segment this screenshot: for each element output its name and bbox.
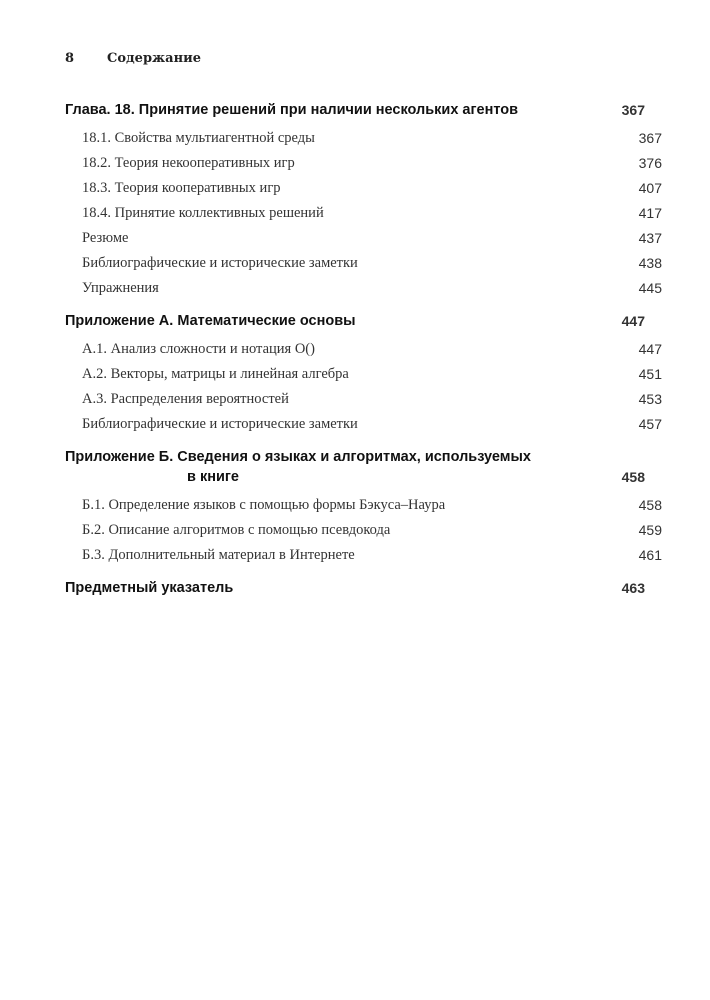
toc-entry-title: А.1. Анализ сложности и нотация О() (82, 341, 315, 357)
toc-page-number: 457 (638, 416, 662, 432)
table-of-contents (65, 100, 662, 604)
toc-page-number: 447 (621, 313, 645, 329)
toc-page-number: 463 (621, 580, 645, 596)
toc-entry-title: 18.1. Свойства мультиагентной среды (82, 130, 315, 146)
toc-entry[interactable] (65, 412, 662, 437)
toc-page-number: 453 (638, 391, 662, 407)
page-number: 8 (65, 51, 75, 66)
toc-entry-title: Б.1. Определение языков с помощью формы Бэкуса–Наура (82, 497, 446, 513)
toc-index[interactable] (65, 578, 645, 598)
toc-page-number: 417 (638, 205, 662, 221)
toc-entry-title: Б.3. Дополнительный материал в Интернете (82, 547, 355, 563)
toc-entry[interactable] (65, 276, 662, 301)
toc-appendix-a[interactable] (65, 311, 645, 331)
toc-entry-title: Резюме (82, 230, 129, 246)
toc-entry-title: Б.2. Описание алгоритмов с помощью псевдокода (82, 522, 391, 538)
toc-chapter-title-line1: Приложение Б. Сведения о языках и алгоритмах, используемых (65, 449, 531, 465)
toc-entry-title: Упражнения (82, 280, 159, 296)
toc-entry-title: 18.4. Принятие коллективных решений (82, 205, 324, 221)
toc-chapter-title-line2: в книге (187, 469, 239, 485)
toc-entry[interactable] (65, 493, 662, 518)
toc-chapter-title: Приложение А. Математические основы (65, 313, 356, 329)
toc-page-number: 458 (638, 497, 662, 513)
toc-page-number: 367 (638, 130, 662, 146)
toc-entry-title: Библиографические и исторические заметки (82, 255, 358, 271)
toc-chapter-title (65, 447, 565, 487)
toc-entry[interactable] (65, 151, 662, 176)
running-head (65, 51, 201, 66)
toc-chapter-title: Глава. 18. Принятие решений при наличии нескольких агентов (65, 102, 519, 118)
toc-entry[interactable] (65, 387, 662, 412)
toc-page-number: 461 (638, 547, 662, 563)
toc-entry[interactable] (65, 337, 662, 362)
toc-entry[interactable] (65, 201, 662, 226)
toc-entry-title: А.3. Распределения вероятностей (82, 391, 289, 407)
toc-page-number: 367 (621, 102, 645, 118)
toc-page-number: 459 (638, 522, 662, 538)
toc-entry[interactable] (65, 518, 662, 543)
toc-entry[interactable] (65, 176, 662, 201)
toc-entry-title: Библиографические и исторические заметки (82, 416, 358, 432)
toc-entry[interactable] (65, 226, 662, 251)
toc-page-number: 437 (638, 230, 662, 246)
toc-entry-title: 18.3. Теория кооперативных игр (82, 180, 281, 196)
toc-entry[interactable] (65, 362, 662, 387)
toc-entry[interactable] (65, 543, 662, 568)
toc-chapter-title: Предметный указатель (65, 580, 234, 596)
toc-appendix-b[interactable] (65, 447, 645, 487)
toc-page-number: 407 (638, 180, 662, 196)
toc-page-number: 451 (638, 366, 662, 382)
toc-page-number: 438 (638, 255, 662, 271)
toc-entry-title: А.2. Векторы, матрицы и линейная алгебра (82, 366, 349, 382)
toc-chapter-18[interactable] (65, 100, 645, 120)
toc-page-number: 447 (638, 341, 662, 357)
toc-page-number: 445 (638, 280, 662, 296)
toc-entry-title: 18.2. Теория некооперативных игр (82, 155, 295, 171)
toc-entry[interactable] (65, 251, 662, 276)
toc-page-number: 376 (638, 155, 662, 171)
toc-entry[interactable] (65, 126, 662, 151)
running-title: Содержание (107, 51, 202, 66)
toc-page-number: 458 (621, 469, 645, 485)
